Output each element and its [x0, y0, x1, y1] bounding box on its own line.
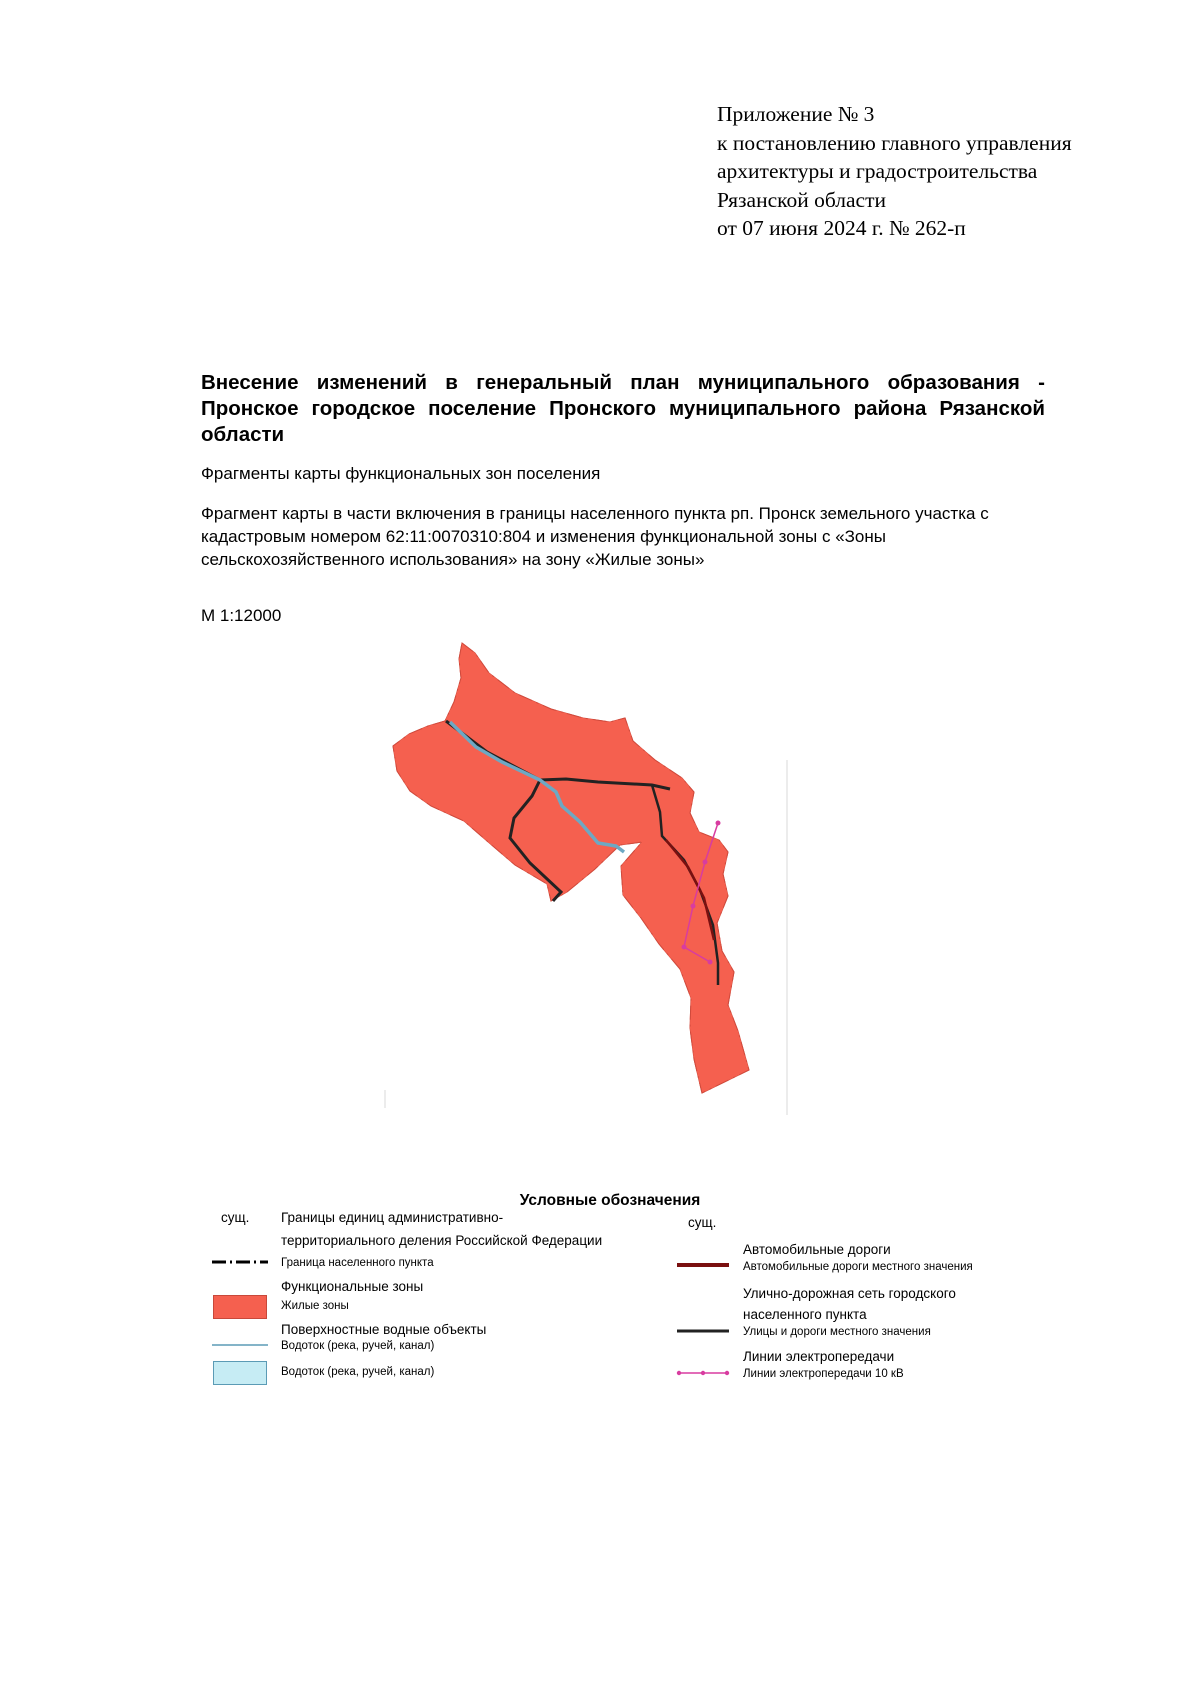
- watercourse-line-symbol: [210, 1341, 270, 1349]
- fragment-description: Фрагмент карты в части включения в границы населенного пункта рп. Пронск земельного участка с кадастровым номером 62:11:0070310:804 и изменения функциональной зоны с «Зоны сельскохозяйственного использования» на зону «Жилые зоны»: [201, 504, 989, 569]
- legend-power-header: Линии электропередачи: [743, 1349, 895, 1364]
- legend-roads-header: Автомобильные дороги: [743, 1242, 891, 1257]
- legend-admin-header: территориального деления Российской Федерации: [281, 1233, 603, 1248]
- document-title: Внесение изменений в генеральный план муниципального образования - Пронское городское поселение Пронского муниципального района Рязанской области: [201, 371, 1045, 446]
- legend-watercourse-area: Водоток (река, ручей, канал): [281, 1366, 435, 1378]
- legend-watercourse-line: Водоток (река, ручей, канал): [281, 1340, 435, 1352]
- map-scale: М 1:12000: [201, 606, 282, 625]
- appendix-line: Рязанской области: [717, 187, 886, 212]
- appendix-line: архитектуры и градостроительства: [717, 159, 1038, 183]
- watercourse-area-swatch: [213, 1361, 267, 1385]
- legend-street-header: Улично-дорожная сеть городского: [743, 1286, 956, 1301]
- legend-admin-header: Границы единиц административно-: [281, 1210, 504, 1225]
- appendix-line: Приложение № 3: [717, 102, 875, 126]
- local-road-symbol: [675, 1261, 731, 1269]
- appendix-line: от 07 июня 2024 г. № 262-п: [717, 216, 966, 240]
- legend-existing-label: сущ.: [221, 1210, 250, 1225]
- legend-settlement-border: Граница населенного пункта: [281, 1257, 434, 1269]
- settlement-border-symbol: [210, 1257, 270, 1267]
- legend-streets: Улицы и дороги местного значения: [743, 1326, 931, 1338]
- power-line-symbol: [675, 1369, 731, 1377]
- legend-power-lines: Линии электропередачи 10 кВ: [743, 1368, 904, 1380]
- appendix-line: к постановлению главного управления: [717, 130, 1072, 155]
- legend-title: Условные обозначения: [519, 1192, 701, 1209]
- legend-street-header: населенного пункта: [743, 1307, 867, 1322]
- settlement-border: [393, 643, 749, 1093]
- legend-zones-header: Функциональные зоны: [281, 1279, 424, 1294]
- residential-zone-swatch: [213, 1295, 267, 1319]
- legend-existing-label-right: сущ.: [688, 1215, 717, 1230]
- legend-local-roads: Автомобильные дороги местного значения: [743, 1261, 973, 1273]
- legend-water-header: Поверхностные водные объекты: [281, 1322, 487, 1337]
- street-symbol: [675, 1327, 731, 1335]
- legend-residential: Жилые зоны: [281, 1300, 349, 1312]
- document-subtitle: Фрагменты карты функциональных зон поселения: [201, 464, 601, 483]
